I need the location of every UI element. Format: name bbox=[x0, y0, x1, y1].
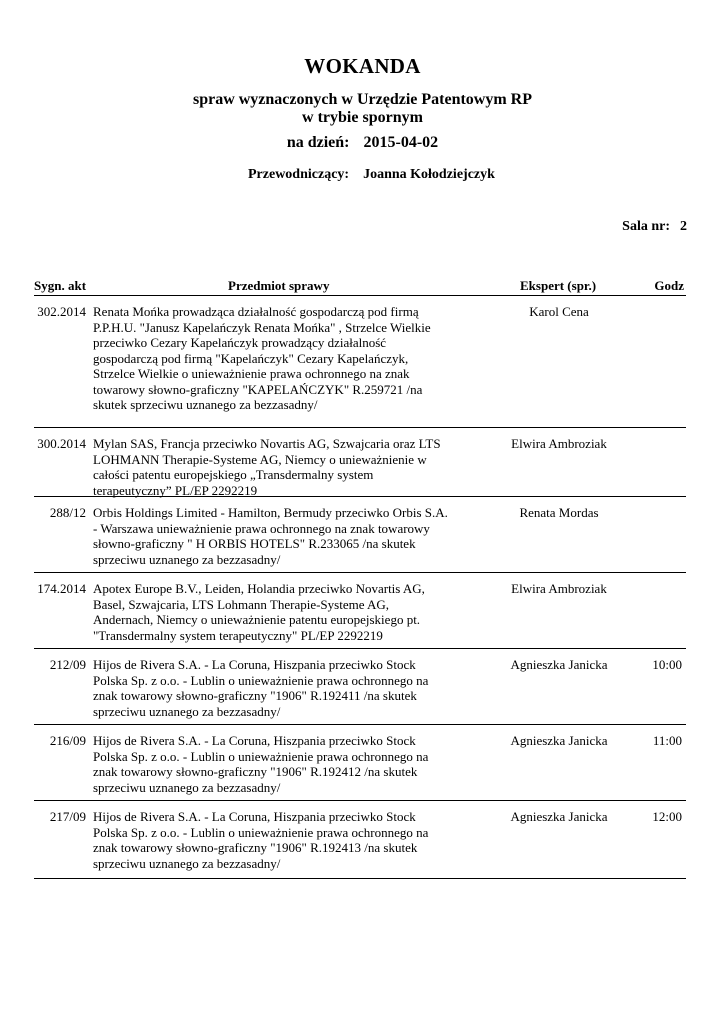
table-row bbox=[34, 725, 686, 801]
table-row bbox=[34, 649, 686, 725]
date-value: 2015-04-02 bbox=[363, 134, 439, 151]
table-row bbox=[34, 801, 686, 879]
table-header bbox=[34, 278, 686, 296]
room-label: Sala nr: bbox=[622, 219, 670, 234]
case-time: 12:00 bbox=[652, 809, 682, 824]
column-header-godz: Godz bbox=[654, 278, 684, 293]
case-subject: Orbis Holdings Limited - Hamilton, Bermudy przeciwko Orbis S.A. - Warszawa unieważnienie prawa ochronnego na znak towarowy słowno-graficzny " H ORBIS HOTELS" R.233065 /na skutek sprzeciwu uznanego za bezzasadny/ bbox=[93, 505, 448, 567]
case-subject: Hijos de Rivera S.A. - La Coruna, Hiszpania przeciwko Stock Polska Sp. z o.o. - Lublin o unieważnienie prawa ochronnego na znak towarowy słowno-graficzny "1906" R.192412 /na skutek sprzeciwu uznanego za bezzasadny/ bbox=[93, 733, 429, 795]
subtitle-line-2: w trybie spornym bbox=[302, 109, 423, 126]
case-subject: Apotex Europe B.V., Leiden, Holandia przeciwko Novartis AG, Basel, Szwajcaria, LTS Lohmann Therapie-Systeme AG, Andernach, Niemcy o unieważnienie patentu europejskiego pt. "Transdermalny system terapeutyczny" PL/EP 2292219 bbox=[93, 581, 425, 643]
case-expert: Agnieszka Janicka bbox=[510, 809, 608, 824]
case-subject: Hijos de Rivera S.A. - La Coruna, Hiszpania przeciwko Stock Polska Sp. z o.o. - Lublin o unieważnienie prawa ochronnego na znak towarowy słowno-graficzny "1906" R.192413 /na skutek sprzeciwu uznanego za bezzasadny/ bbox=[93, 809, 429, 871]
case-expert: Elwira Ambroziak bbox=[511, 581, 607, 596]
case-number: 174.2014 bbox=[37, 581, 86, 596]
table-row bbox=[34, 296, 686, 428]
room-line bbox=[622, 219, 687, 235]
case-expert: Agnieszka Janicka bbox=[510, 733, 608, 748]
subtitle-line-1: spraw wyznaczonych w Urzędzie Patentowym RP bbox=[192, 91, 533, 108]
case-subject: Hijos de Rivera S.A. - La Coruna, Hiszpania przeciwko Stock Polska Sp. z o.o. - Lublin o unieważnienie prawa ochronnego na znak towarowy słowno-graficzny "1906" R.192411 /na skutek sprzeciwu uznanego za bezzasadny/ bbox=[93, 657, 429, 719]
case-time: 11:00 bbox=[652, 733, 682, 748]
date-label: na dzień: bbox=[286, 134, 350, 151]
case-number: 288/12 bbox=[49, 505, 86, 520]
case-subject: Mylan SAS, Francja przeciwko Novartis AG, Szwajcaria oraz LTS LOHMANN Therapie-Systeme AG, Niemcy o unieważnienie w całości patentu europejskiego „Transdermalny system terapeutyczny” PL/EP 2292219 bbox=[93, 436, 441, 498]
case-expert: Karol Cena bbox=[529, 304, 589, 319]
case-time: 10:00 bbox=[652, 657, 682, 672]
case-number: 300.2014 bbox=[37, 436, 86, 451]
room-number: 2 bbox=[680, 219, 687, 234]
date-line bbox=[0, 134, 725, 152]
column-header-ekspert: Ekspert (spr.) bbox=[520, 278, 597, 293]
case-number: 302.2014 bbox=[37, 304, 86, 319]
table-row bbox=[34, 428, 686, 497]
case-number: 216/09 bbox=[49, 733, 86, 748]
document-title: WOKANDA bbox=[304, 54, 421, 78]
column-header-przedmiot: Przedmiot sprawy bbox=[228, 278, 330, 293]
case-expert: Renata Mordas bbox=[519, 505, 599, 520]
table-row bbox=[34, 573, 686, 649]
case-number: 217/09 bbox=[49, 809, 86, 824]
case-expert: Agnieszka Janicka bbox=[510, 657, 608, 672]
chair-label: Przewodniczący: bbox=[248, 167, 350, 182]
case-number: 212/09 bbox=[49, 657, 86, 672]
case-expert: Elwira Ambroziak bbox=[511, 436, 607, 451]
chairperson-line bbox=[248, 167, 495, 183]
case-subject: Renata Mońka prowadząca działalność gospodarczą pod firmą P.P.H.U. "Janusz Kapelańczyk Renata Mońka" , Strzelce Wielkie przeciwko Cezary Kapelańczyk prowadzący działalność gospodarczą pod firmą "Kapelańczyk" Cezary Kapelańczyk, Strzelce Wielkie o unieważnienie prawa ochronnego na znak towarowy słowno-graficzny "KAPELAŃCZYK" R.259721 /na skutek sprzeciwu uznanego za bezzasadny/ bbox=[93, 304, 431, 412]
chair-name: Joanna Kołodziejczyk bbox=[363, 167, 495, 182]
column-header-sygn: Sygn. akt bbox=[34, 278, 87, 293]
table-row bbox=[34, 497, 686, 573]
